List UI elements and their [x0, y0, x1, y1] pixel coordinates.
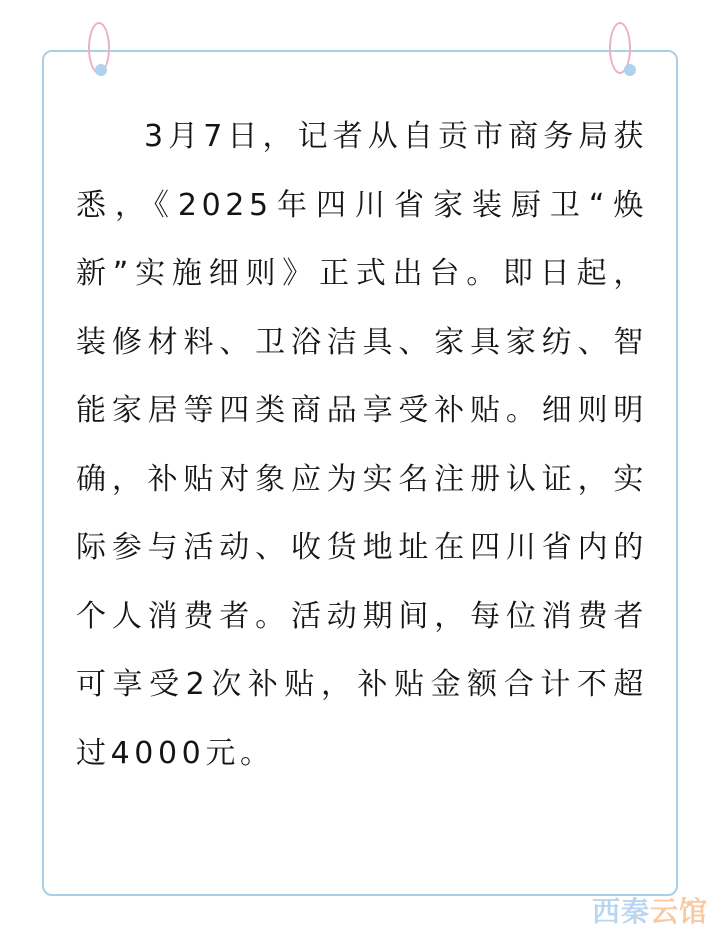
- watermark-logo: [592, 890, 708, 928]
- left-punch-hole-icon: [95, 64, 107, 76]
- watermark-part-2: 云馆: [650, 895, 709, 928]
- right-punch-hole-icon: [624, 64, 636, 76]
- watermark-part-1: 西秦: [592, 895, 651, 928]
- article-paragraph: 3月7日，记者从自贡市商务局获悉，《2025年四川省家装厨卫“焕新”实施细则》正式出台。即日起，装修材料、卫浴洁具、家具家纺、智能家居等四类商品享受补贴。细则明确，补贴对象应为实名注册认证，实际参与活动、收货地址在四川省内的个人消费者。活动期间，每位消费者可享受2次补贴，补贴金额合计不超过4000元。: [76, 119, 648, 771]
